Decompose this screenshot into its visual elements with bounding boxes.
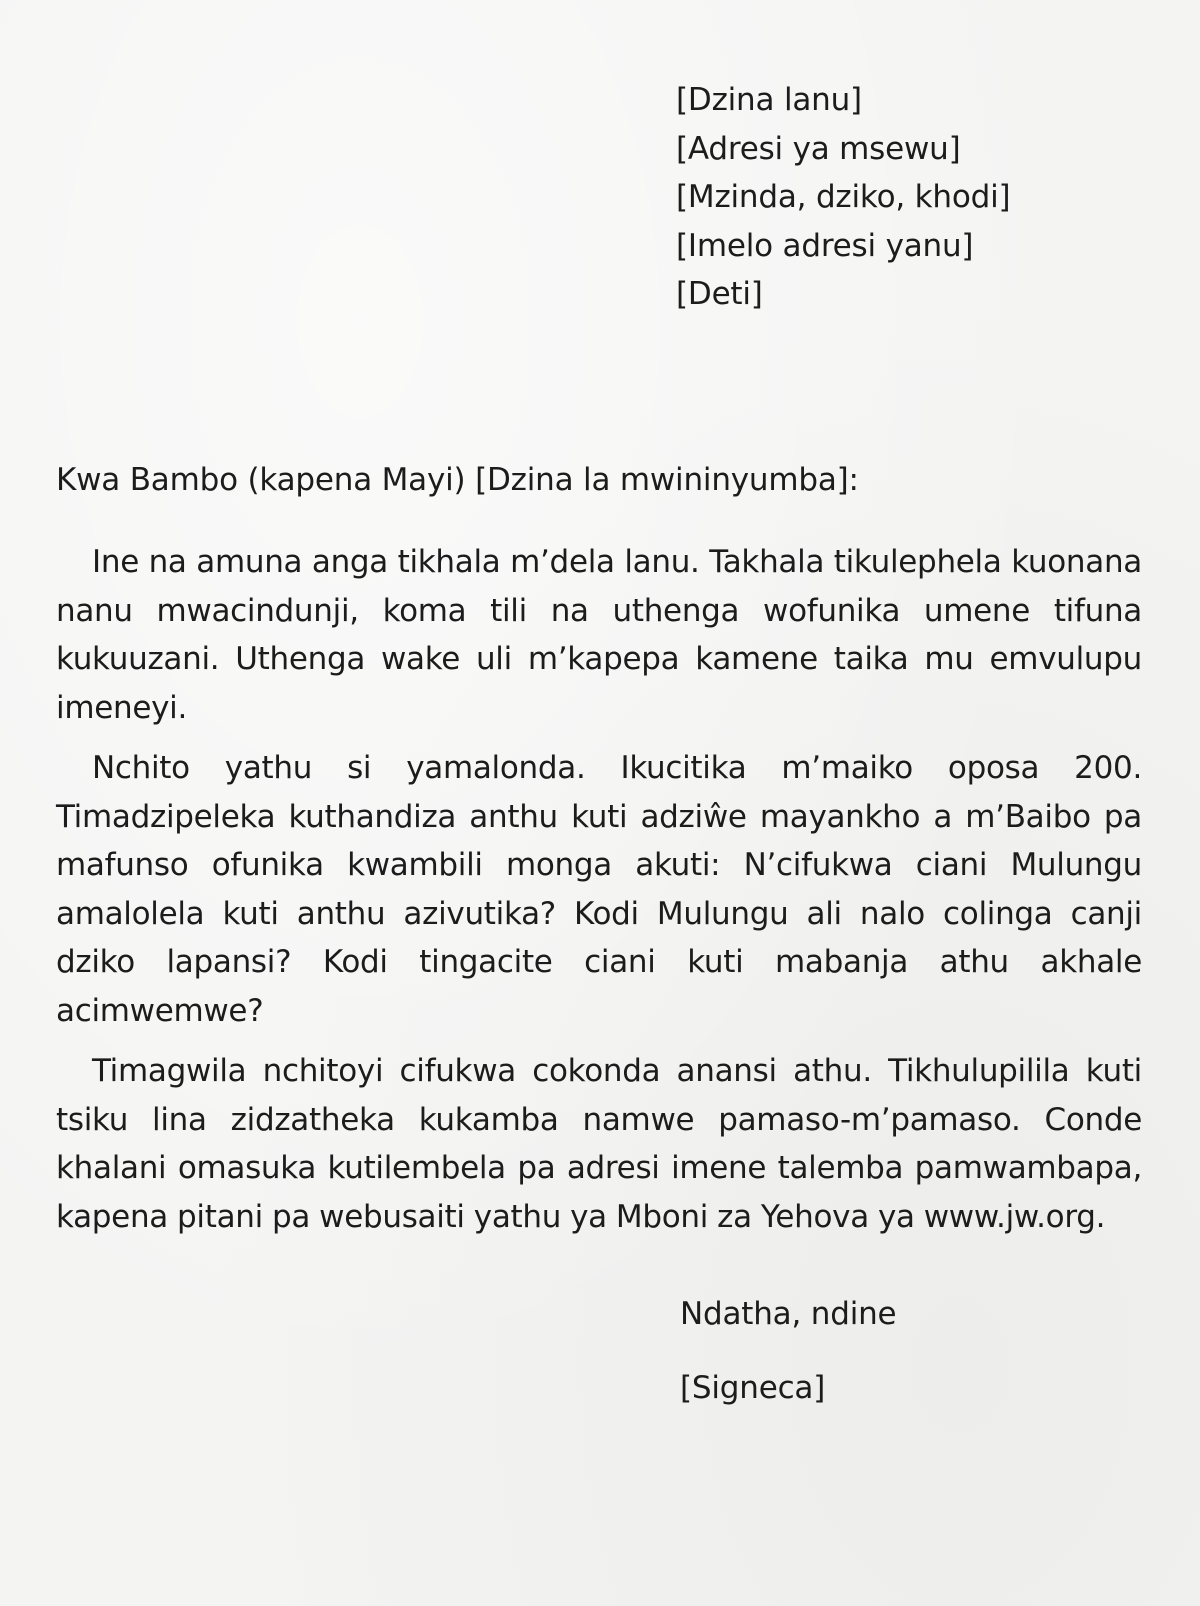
sender-address-block (676, 76, 1156, 319)
signature-placeholder: [Signeca] (680, 1370, 826, 1406)
sender-name: [Dzina lanu] (676, 82, 862, 118)
body-paragraph-2: Nchito yathu si yamalonda. Ikucitika m’maiko oposa 200. Timadzipeleka kuthandiza anthu kuti adziŵe mayankho a m’Baibo pa mafunso ofunika kwambili monga akuti: N’cifukwa ciani Mulungu amalolela kuti anthu azivutika? Kodi Mulungu ali nalo colinga canji dziko lapansi? Kodi tingacite ciani kuti mabanja athu akhale acimwemwe? (56, 750, 1142, 1029)
body-paragraph-1: Ine na amuna anga tikhala m’dela lanu. Takhala tikulephela kuonana nanu mwacindunji, koma tili na uthenga wofunika umene tifuna kukuuzani. Uthenga wake uli m’kapepa kamene taika mu emvulupu imeneyi. (56, 544, 1142, 726)
sender-email: [Imelo adresi yanu] (676, 227, 974, 264)
salutation: Kwa Bambo (kapena Mayi) [Dzina la mwininyumba]: (56, 462, 859, 498)
letter-date: [Deti] (676, 276, 763, 312)
sender-street-address: [Adresi ya msewu] (676, 130, 961, 167)
closing: Ndatha, ndine (680, 1296, 897, 1332)
sender-city-country-code: [Mzinda, dziko, khodi] (676, 179, 1011, 215)
body-paragraph-3: Timagwila nchitoyi cifukwa cokonda anansi athu. Tikhulupilila kuti tsiku lina zidzatheka kukamba namwe pamaso-m’pamaso. Conde khalani omasuka kutilembela pa adresi imene talemba pamwambapa, kapena pitani pa webusaiti yathu ya Mboni za Yehova ya www.jw.org. (56, 1053, 1142, 1235)
letter-body (56, 538, 1142, 1253)
